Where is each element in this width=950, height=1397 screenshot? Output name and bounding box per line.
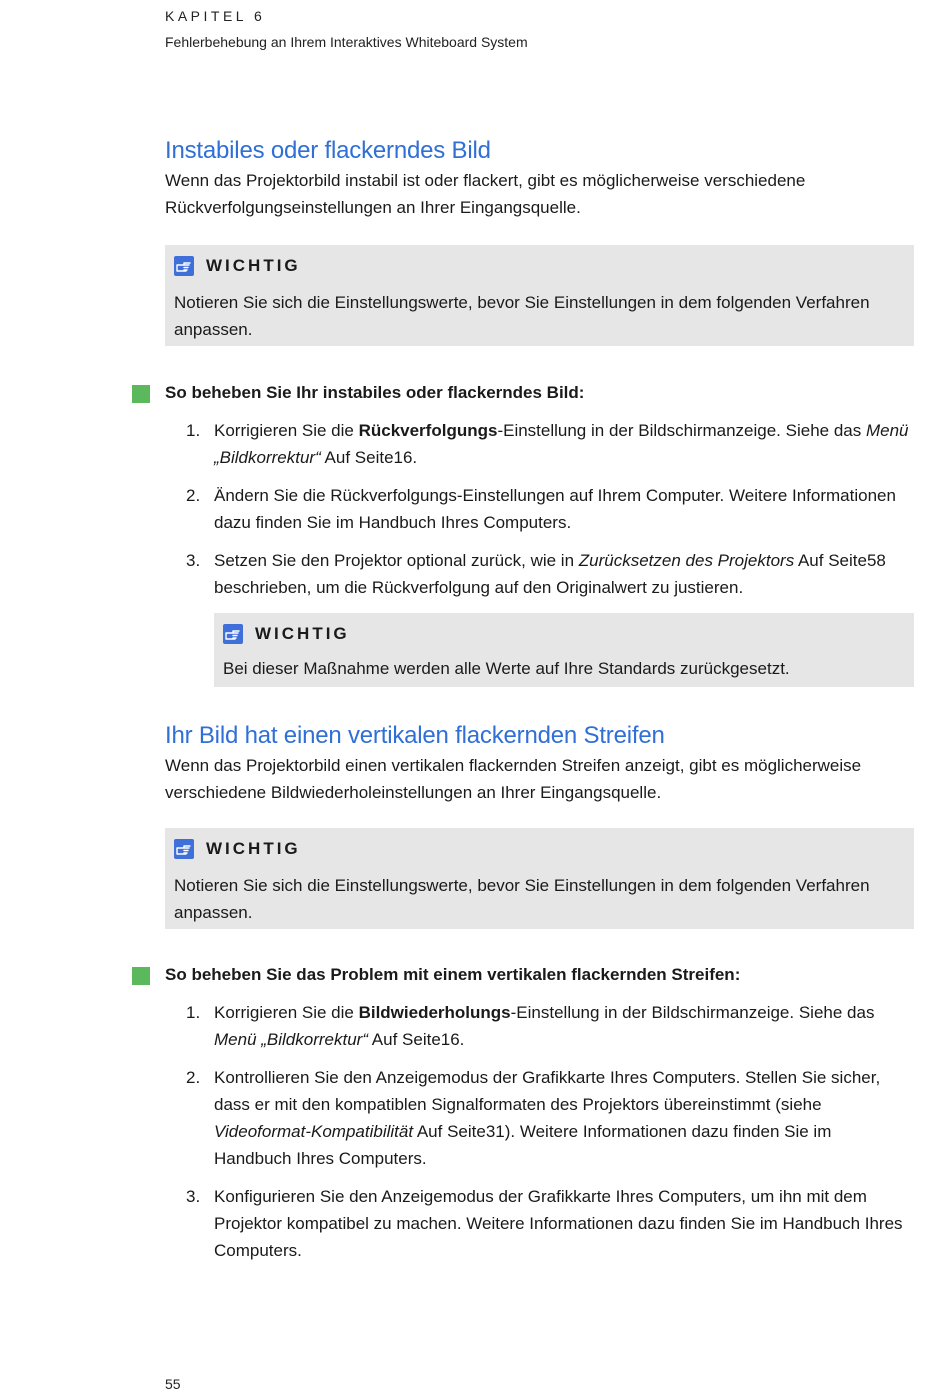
- list-item: [165, 482, 910, 536]
- important-header: [223, 623, 904, 645]
- step-number: 3.: [186, 1187, 201, 1206]
- section-intro-unstable-image: Wenn das Projektorbild instabil ist oder flackert, gibt es möglicherweise verschiedene Rückverfolgungseinstellungen an Ihrer Eingangsquelle.: [165, 171, 806, 217]
- chapter-subtitle: Fehlerbehebung an Ihrem Interaktives Whiteboard System: [165, 34, 528, 50]
- cross-reference-link[interactable]: Videoformat-Kompatibilität: [214, 1122, 414, 1141]
- procedure-marker-icon: [132, 385, 150, 403]
- section-intro-vertical-stripe: Wenn das Projektorbild einen vertikalen flackernden Streifen anzeigt, gibt es möglicherweise verschiedene Bildwiederholeinstellungen an Ihrer Eingangsquelle.: [165, 756, 862, 802]
- step-text: -Einstellung in der Bildschirmanzeige. Siehe das: [510, 1003, 875, 1022]
- step-important-note: [214, 613, 914, 687]
- list-item: [165, 547, 910, 601]
- step-text: Auf Seite31). Weitere Informationen dazu finden Sie im Handbuch Ihres Computers.: [214, 1122, 832, 1168]
- step-text: Ändern Sie die Rückverfolgungs-Einstellungen auf Ihrem Computer. Weitere Informationen dazu finden Sie im Handbuch Ihres Computers.: [214, 486, 896, 532]
- step-text: Kontrollieren Sie den Anzeigemodus der Grafikkarte Ihres Computers. Stellen Sie sicher, dass er mit den kompatiblen Signalformaten des Projektors übereinstimmt (siehe: [214, 1068, 881, 1114]
- cross-reference-link[interactable]: Menü „Bildkorrektur“: [214, 1030, 368, 1049]
- important-label: WICHTIG: [255, 624, 350, 643]
- step-text: Auf Seite16.: [320, 448, 418, 467]
- procedure-steps: [165, 417, 910, 601]
- important-note: [165, 828, 914, 929]
- important-text: Bei dieser Maßnahme werden alle Werte auf Ihre Standards zurückgesetzt.: [223, 659, 790, 678]
- pointing-hand-icon: [174, 839, 194, 859]
- section-title-vertical-stripe: Ihr Bild hat einen vertikalen flackernden Streifen: [165, 722, 665, 749]
- important-label: WICHTIG: [206, 256, 301, 275]
- important-label: WICHTIG: [206, 839, 301, 858]
- procedure-title: So beheben Sie das Problem mit einem vertikalen flackernden Streifen:: [165, 965, 741, 984]
- step-text: Auf Seite58 beschrieben, um die Rückverfolgung auf den Originalwert zu justieren.: [214, 551, 886, 597]
- list-item: [165, 417, 910, 471]
- step-bold-term: Rückverfolgungs: [358, 421, 498, 440]
- cross-reference-link[interactable]: Menü „Bildkorrektur“: [214, 421, 909, 467]
- important-header: [174, 838, 904, 860]
- list-item: [165, 1064, 910, 1172]
- step-text: Konfigurieren Sie den Anzeigemodus der Grafikkarte Ihres Computers, um ihn mit dem Projektor kompatibel zu machen. Weitere Informationen dazu finden Sie im Handbuch Ihres Computers.: [214, 1187, 903, 1260]
- step-number: 3.: [186, 551, 201, 570]
- step-text: Auf Seite16.: [368, 1030, 465, 1049]
- step-text: -Einstellung in der Bildschirmanzeige. Siehe das: [497, 421, 866, 440]
- important-text: Notieren Sie sich die Einstellungswerte, bevor Sie Einstellungen in dem folgenden Verfahren anpassen.: [174, 293, 870, 339]
- step-number: 1.: [186, 1003, 201, 1022]
- procedure-steps: [165, 999, 910, 1264]
- procedure-marker-icon: [132, 967, 150, 985]
- important-header: [174, 255, 904, 277]
- step-text: Korrigieren Sie die: [214, 421, 359, 440]
- list-item: [165, 999, 910, 1053]
- important-note: [165, 245, 914, 346]
- step-text: Setzen Sie den Projektor optional zurück, wie in: [214, 551, 579, 570]
- chapter-label: KAPITEL 6: [165, 8, 266, 24]
- pointing-hand-icon: [223, 624, 243, 644]
- section-title-unstable-image: Instabiles oder flackerndes Bild: [165, 137, 491, 164]
- important-text: Notieren Sie sich die Einstellungswerte, bevor Sie Einstellungen in dem folgenden Verfahren anpassen.: [174, 876, 870, 922]
- page-number: 55: [165, 1376, 181, 1392]
- cross-reference-link[interactable]: Zurücksetzen des Projektors: [578, 551, 795, 570]
- pointing-hand-icon: [174, 256, 194, 276]
- list-item: [165, 1183, 910, 1264]
- procedure-title: So beheben Sie Ihr instabiles oder flackerndes Bild:: [165, 383, 585, 402]
- step-bold-term: Bildwiederholungs: [358, 1003, 511, 1022]
- step-number: 1.: [186, 421, 201, 440]
- step-number: 2.: [186, 1068, 201, 1087]
- step-number: 2.: [186, 486, 201, 505]
- step-text: Korrigieren Sie die: [214, 1003, 359, 1022]
